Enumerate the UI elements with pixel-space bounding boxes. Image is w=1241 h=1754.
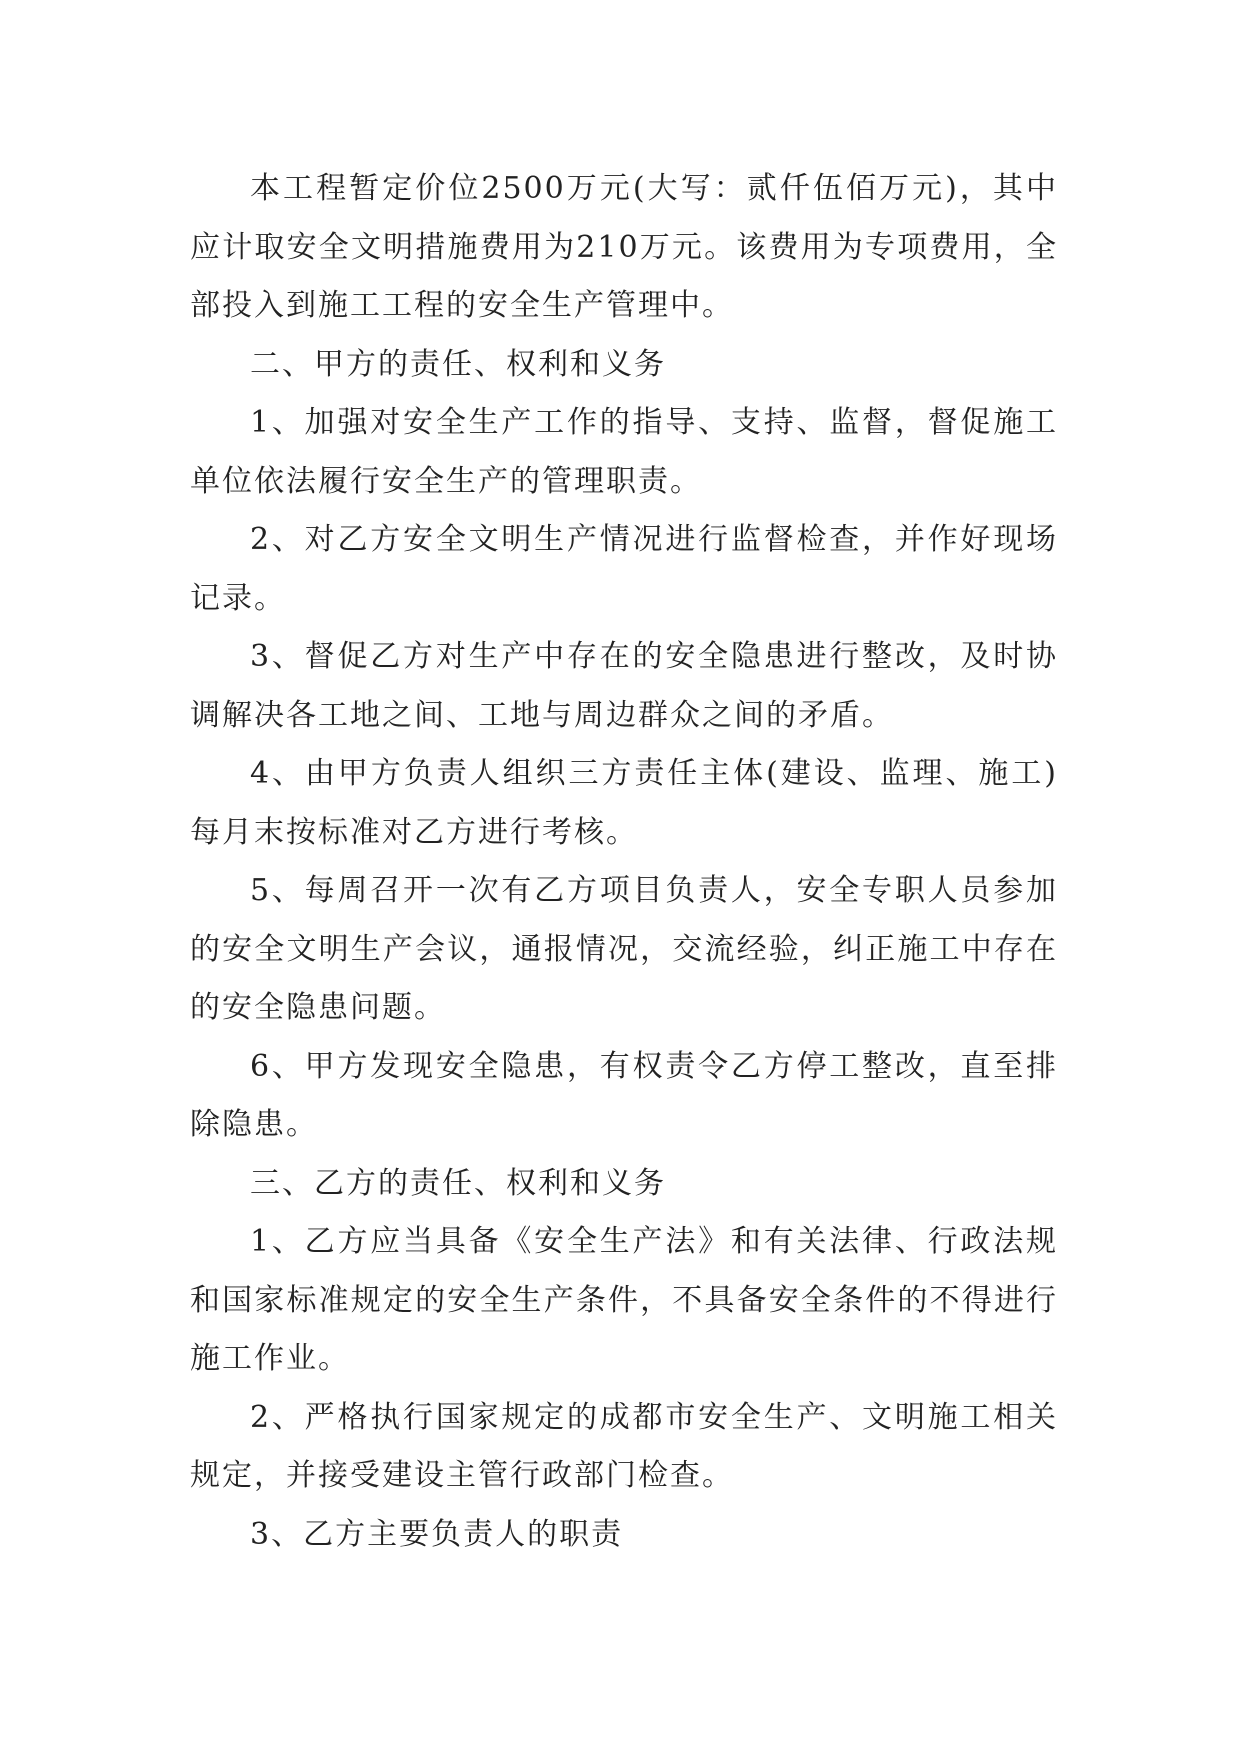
paragraph-a-item-2: 2、对乙方安全文明生产情况进行监督检查，并作好现场记录。 xyxy=(190,522,1058,616)
paragraph-b-item-3: 3、乙方主要负责人的职责 xyxy=(250,1516,624,1552)
paragraph-b-item-2: 2、严格执行国家规定的成都市安全生产、文明施工相关规定，并接受建设主管行政部门检查。 xyxy=(190,1399,1058,1493)
paragraph-a-item-3: 3、督促乙方对生产中存在的安全隐患进行整改，及时协调解决各工地之间、工地与周边群众之间的矛盾。 xyxy=(190,639,1058,733)
paragraph-b-item-1: 1、乙方应当具备《安全生产法》和有关法律、行政法规和国家标准规定的安全生产条件，不具备安全条件的不得进行施工作业。 xyxy=(190,1224,1058,1376)
paragraph-a-item-1: 1、加强对安全生产工作的指导、支持、监督，督促施工单位依法履行安全生产的管理职责。 xyxy=(190,405,1058,499)
document-body xyxy=(190,160,1058,1564)
paragraph-a-item-6: 6、甲方发现安全隐患，有权责令乙方停工整改，直至排除隐患。 xyxy=(190,1048,1058,1142)
paragraph-a-item-5: 5、每周召开一次有乙方项目负责人，安全专职人员参加的安全文明生产会议，通报情况，交流经验，纠正施工中存在的安全隐患问题。 xyxy=(190,873,1058,1025)
paragraph-a-item-4: 4、由甲方负责人组织三方责任主体(建设、监理、施工)每月末按标准对乙方进行考核。 xyxy=(190,756,1058,850)
section-heading-party-a: 二、甲方的责任、权利和义务 xyxy=(250,346,666,382)
section-heading-party-b: 三、乙方的责任、权利和义务 xyxy=(250,1165,666,1201)
paragraph-cost-statement: 本工程暂定价位2500万元(大写：贰仟伍佰万元)，其中应计取安全文明措施费用为210万元。该费用为专项费用，全部投入到施工工程的安全生产管理中。 xyxy=(190,171,1058,323)
